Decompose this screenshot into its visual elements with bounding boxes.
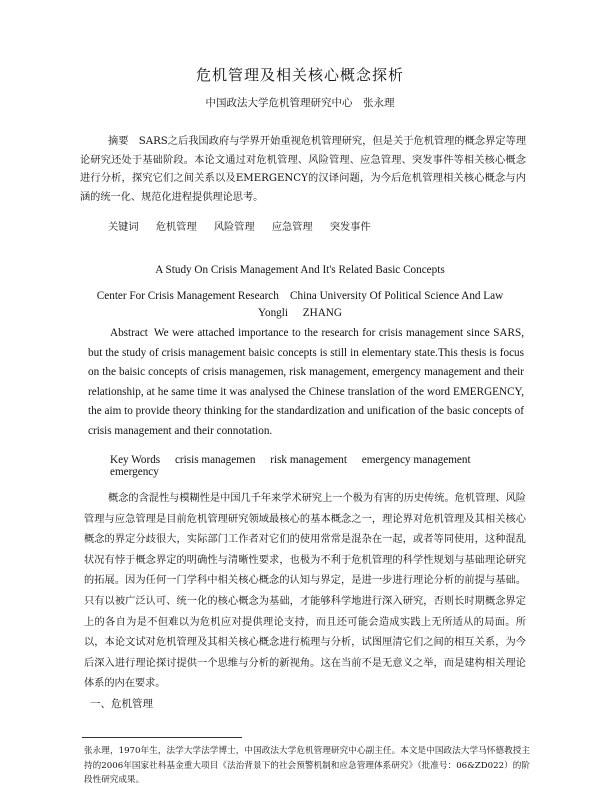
keyword-cn: 风险管理 — [213, 222, 255, 233]
english-title: A Study On Crisis Management And It's Related Basic Concepts — [155, 264, 445, 276]
body-paragraph: 概念的含混性与模糊性是中国几千年来学术研究上一个极为有害的历史传统。危机管理、风险管理与应急管理是目前危机管理研究领域最核心的基本概念之一，理论界对危机管理及其相关核心概念的界定分歧很大，实际部门工作者对它们的使用常常是混杂在一起，或者等同使用，这种混乱状况有悖于概念界定的明确性与清晰性要求，也极为不利于危机管理的科学性规划与基础理论研究的拓展。因为任何一门学科中相关核心概念的认知与界定，是进一步进行理论分析的前提与基础。只有以被广泛认可、统一化的核心概念为基础，才能够科学地进行深入研究，否则长时期概念界定上的各自为是不但难以为危机应对提供理论支持，而且还可能会造成实践上无所适从的局面。所以，本论文试对危机管理及其相关核心概念进行梳理与分析，试图厘清它们之间的相互关系，为今后深入进行理论探讨提供一个思维与分析的新视角。这在当前不是无意义之举，而是建构相关理论体系的内在要求。 — [84, 493, 526, 690]
author-family-name: ZHANG — [302, 307, 342, 319]
english-author — [0, 307, 600, 319]
abstract-cn — [80, 133, 526, 207]
keyword-en: crisis managemen — [174, 454, 256, 466]
abstract-en-label: Abstract — [110, 327, 148, 339]
keyword-en: risk management — [270, 454, 347, 466]
footnote: 张永理，1970年生，法学大学法学博士，中国政法大学危机管理研究中心副主任。本文是中国政法大学马怀德教授主持的2006年国家社科基金重大项目《法治背景下的社会预警机制和应急管理体系研究》（批准号：06&ZD022）的阶段性研究成果。 — [84, 746, 530, 785]
section-heading: 一、危机管理 — [90, 698, 153, 710]
keyword-cn: 危机管理 — [155, 222, 197, 233]
english-affiliation: Center For Crisis Management Research China University Of Political Science And Law — [96, 290, 504, 302]
keywords-cn-label: 关键词 — [108, 222, 139, 233]
keyword-en: emergency — [110, 466, 159, 478]
keywords-en-label: Key Words — [110, 454, 161, 466]
keyword-cn: 应急管理 — [271, 222, 313, 233]
keyword-cn: 突发事件 — [329, 222, 371, 233]
keyword-en: emergency management — [361, 454, 471, 466]
keywords-en — [110, 454, 530, 478]
abstract-cn-label: 摘要 — [108, 136, 129, 147]
keywords-cn — [108, 220, 528, 236]
abstract-en-text: We were attached importance to the research for crisis management since SARS, but the study of crisis management baisic concepts is still in elementary state.This thesis is focus on the baisic concepts of crisis managemen, risk management, emergency management and their relationship, at he same time it was analysed the Chinese translation of the word EMERGENCY, the aim to provide theory thinking for the standardization and unification of the basic concepts of crisis management and their connotation. — [88, 327, 524, 437]
author-affiliation-cn: 中国政法大学危机管理研究中心 张永理 — [205, 97, 395, 109]
abstract-en — [88, 324, 524, 442]
abstract-cn-text: SARS之后我国政府与学界开始重视危机管理研究，但是关于危机管理的概念界定等理论研究还处于基础阶段。本论文通过对危机管理、风险管理、应急管理、突发事件等相关核心概念进行分析，探究它们之间关系以及EMERGENCY的汉译问题，为今后危机管理相关核心概念与内涵的统一化、规范化进程提供理论思考。 — [80, 136, 527, 203]
paper-title: 危机管理及相关核心概念探析 — [195, 66, 404, 84]
footnote-divider — [82, 737, 242, 738]
author-given-name: Yongli — [258, 307, 288, 319]
